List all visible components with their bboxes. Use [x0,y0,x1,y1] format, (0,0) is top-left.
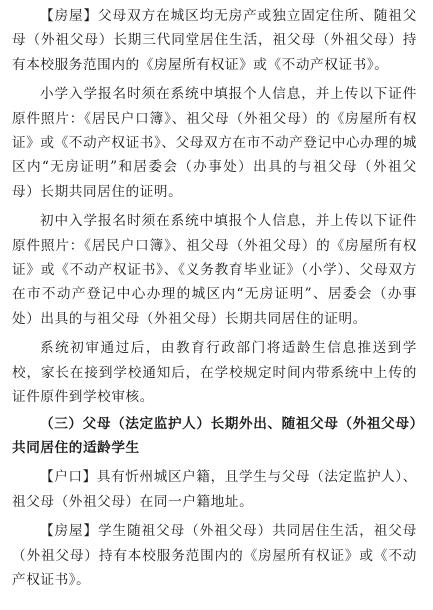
section-heading [12,412,417,461]
paragraph-housing-student: 【房屋】学生随祖父母（外祖父母）共同居住生活，祖父母（外祖父母）持有本校服务范围内的《房屋所有权证》或《不动产权证书》。 [12,523,417,588]
paragraph-household-registration: 【户口】具有忻州城区户籍，且学生与父母（法定监护人）、祖父母（外祖父母）在同一户籍地址。 [12,469,417,510]
paragraph-primary-school-registration: 小学入学报名时须在系统中填报个人信息，并上传以下证件原件照片：《居民户口簿》、祖父母（外祖父母）的《房屋所有权证》或《不动产权证书》、父母双方在市不动产登记中心办理的城区内“无房证明”和居委会（办事处）出具的与祖父母（外祖父母）长期共同居住的证明。 [12,86,417,200]
paragraph-middle-school-registration: 初中入学报名时须在系统中填报个人信息，并上传以下证件原件照片：《居民户口簿》、祖父母（外祖父母）的《房屋所有权证》或《不动产权证书》、《义务教育毕业证》（小学）、父母双方在市不动产登记中心办理的城区内“无房证明”、居委会（办事处）出具的与祖父母（外祖父母）长期共同居住的证明。 [12,213,417,327]
section-heading-text: （三）父母（法定监护人）长期外出、随祖父母（外祖父母）共同居住的适龄学生 [12,415,417,456]
paragraph-housing-grandparents: 【房屋】父母双方在城区均无房产或独立固定住所、随祖父母（外祖父母）长期三代同堂居住生活，祖父母（外祖父母）持有本校服务范围内的《房屋所有权证》或《不动产权证书》。 [12,8,417,73]
paragraph-review-process: 系统初审通过后，由教育行政部门将适龄生信息推送到学校，家长在接到学校通知后，在学校规定时间内带系统中上传的证件原件到学校审核。 [12,340,417,406]
